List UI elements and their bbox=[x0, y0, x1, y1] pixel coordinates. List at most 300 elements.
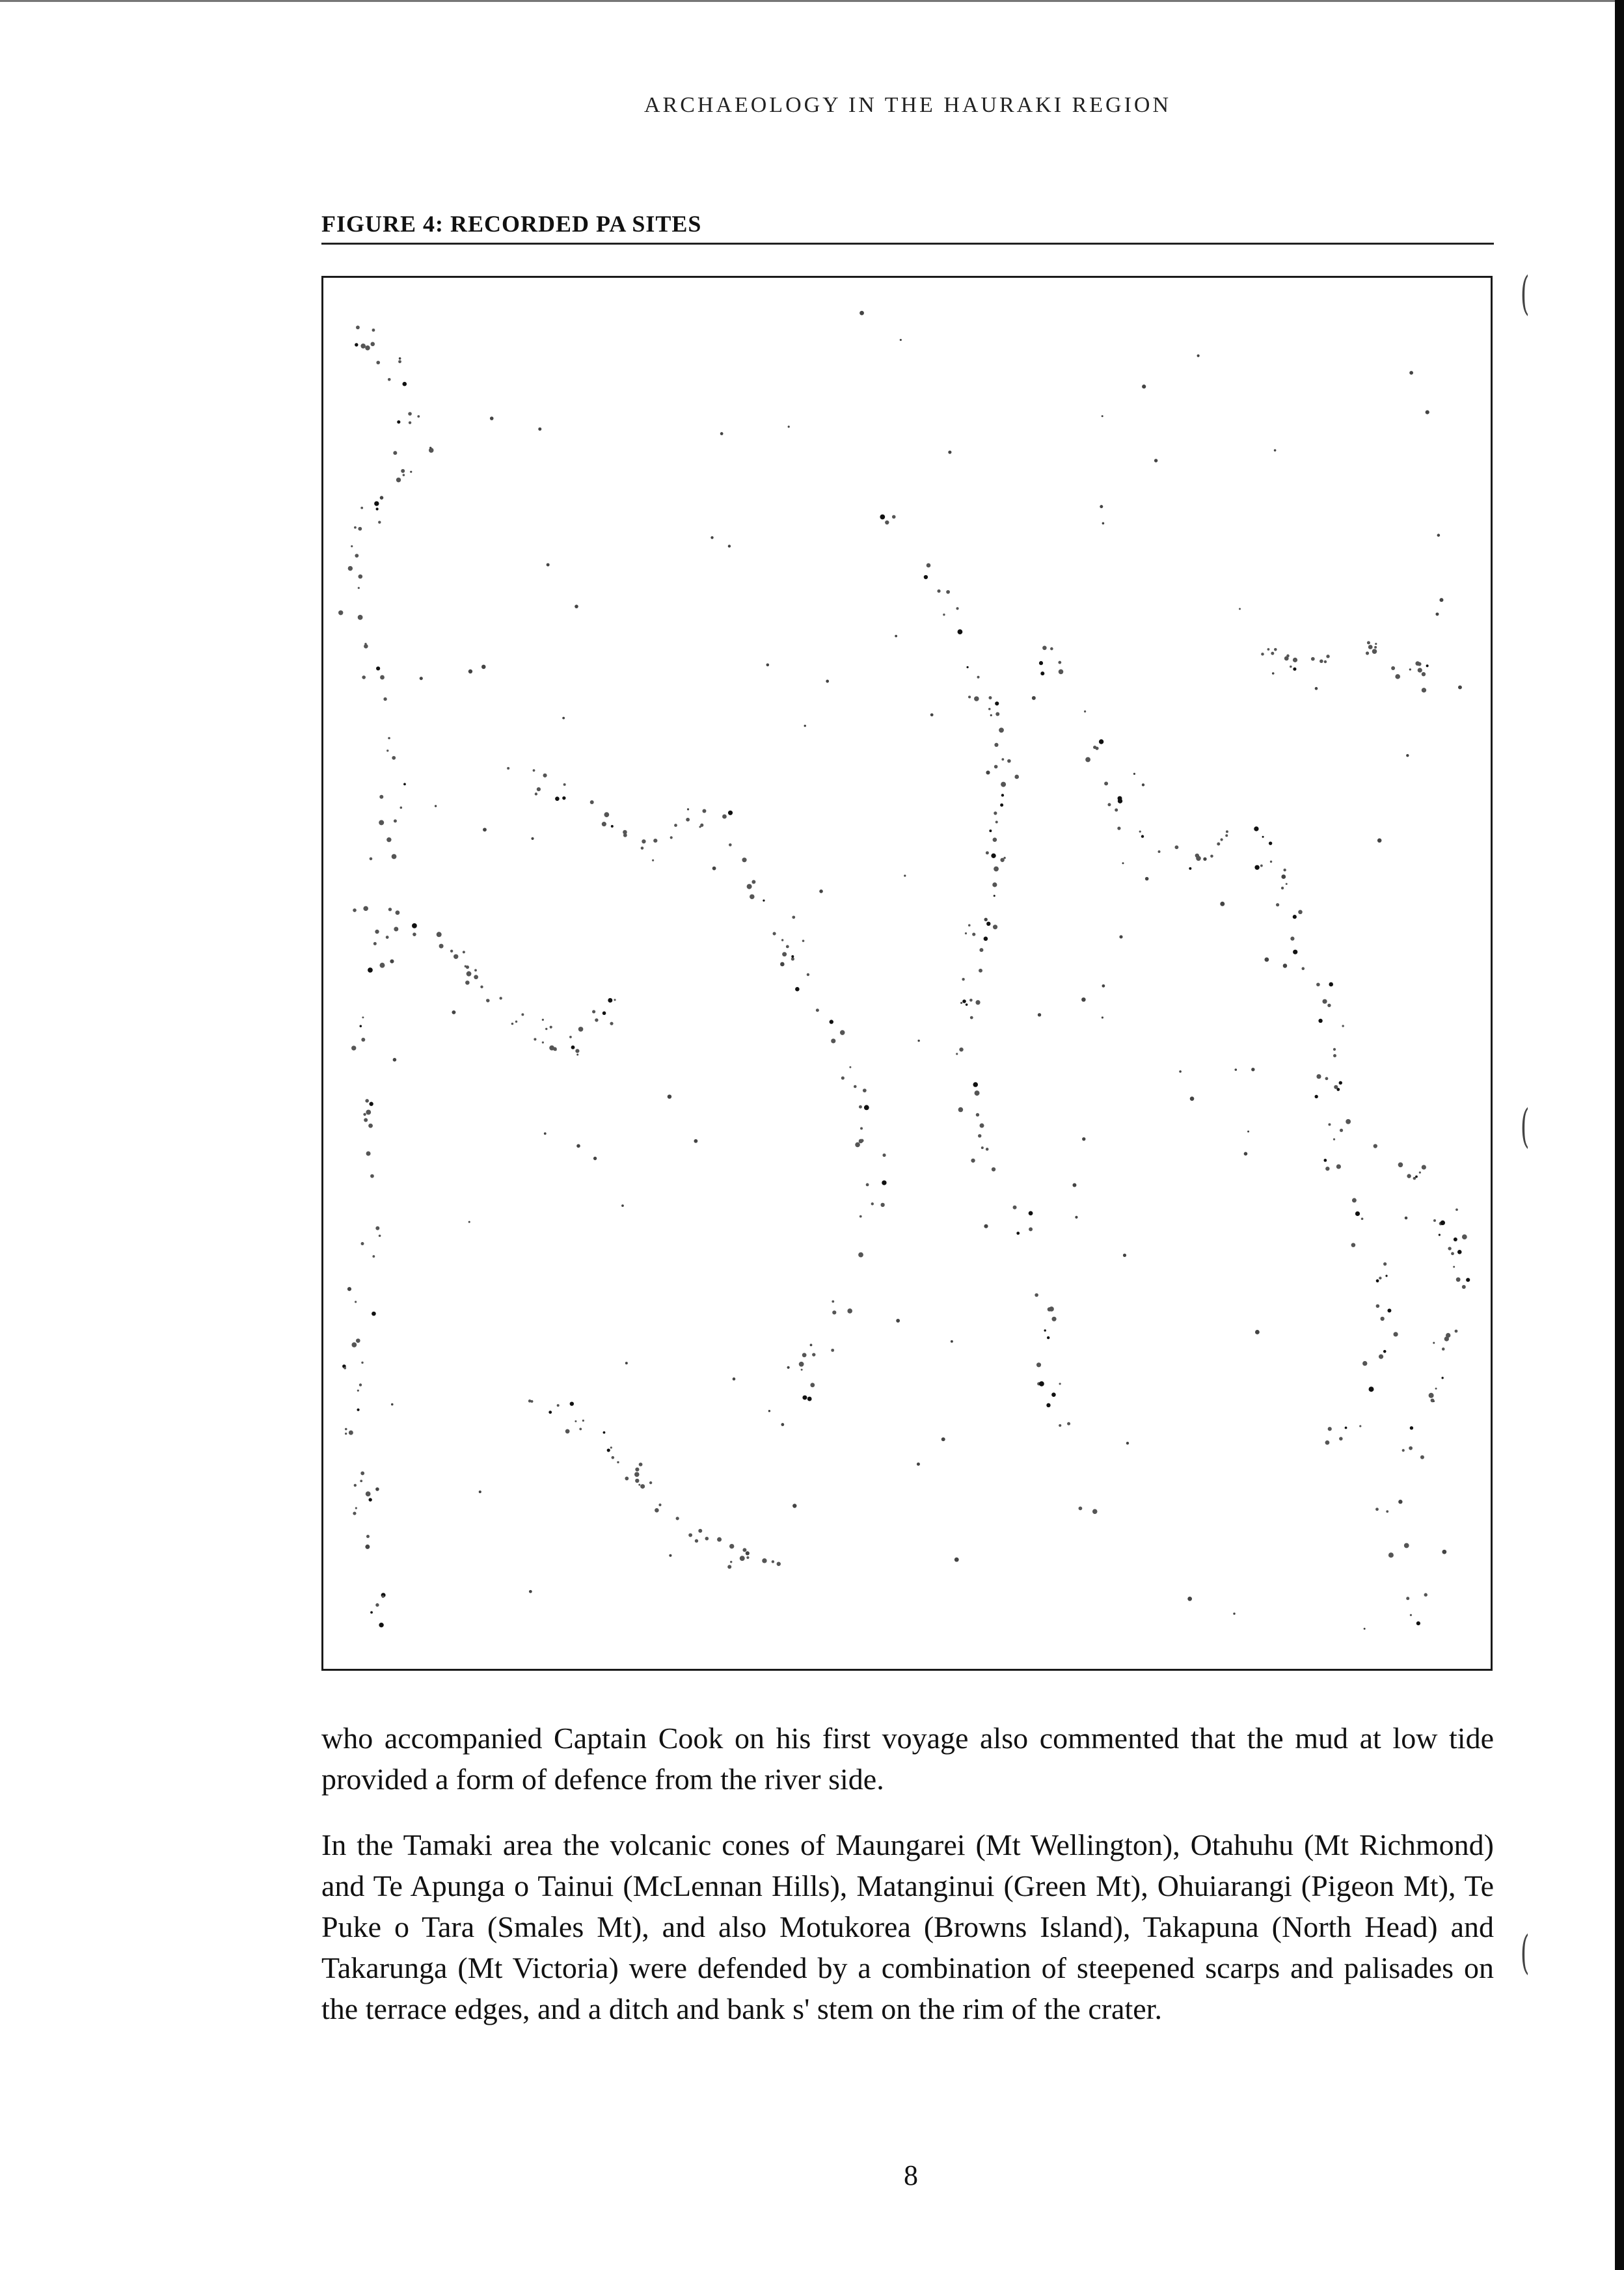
map-dot bbox=[375, 1487, 379, 1491]
map-dot bbox=[625, 1477, 629, 1481]
map-dot bbox=[863, 1088, 867, 1092]
map-dot bbox=[575, 1049, 579, 1053]
map-dot bbox=[896, 1319, 900, 1323]
map-dot bbox=[688, 1534, 692, 1537]
map-dot bbox=[1380, 1317, 1384, 1321]
map-dot bbox=[999, 727, 1004, 733]
map-dot bbox=[1419, 1172, 1421, 1174]
map-dot bbox=[1190, 1096, 1195, 1101]
map-dot bbox=[345, 1433, 347, 1435]
map-dot bbox=[355, 343, 358, 346]
map-dot bbox=[453, 954, 458, 959]
map-dot bbox=[366, 1152, 371, 1156]
map-dot bbox=[641, 846, 644, 850]
map-dot bbox=[358, 615, 363, 620]
map-dot bbox=[360, 344, 366, 349]
map-dot bbox=[1104, 781, 1108, 785]
map-dot bbox=[1387, 1308, 1391, 1312]
map-dot bbox=[1195, 854, 1199, 858]
map-dot bbox=[465, 980, 470, 985]
map-dot bbox=[388, 908, 392, 911]
map-dot bbox=[538, 427, 541, 431]
map-dot bbox=[429, 447, 431, 449]
map-dot bbox=[1407, 1174, 1411, 1178]
map-dot bbox=[1235, 1068, 1238, 1071]
map-dot bbox=[349, 1431, 353, 1435]
map-dot bbox=[904, 874, 906, 876]
map-dot bbox=[1334, 1085, 1338, 1089]
map-dot bbox=[984, 918, 988, 921]
map-dot bbox=[1367, 641, 1370, 644]
map-dot bbox=[1154, 459, 1157, 462]
map-dot bbox=[1413, 1177, 1416, 1180]
map-dot bbox=[802, 939, 805, 942]
map-dot bbox=[1254, 826, 1258, 831]
map-dot bbox=[1327, 1004, 1331, 1007]
map-dot bbox=[1375, 1507, 1379, 1511]
map-dot bbox=[365, 345, 370, 351]
map-dot bbox=[802, 1353, 807, 1357]
map-dot bbox=[642, 839, 645, 843]
map-dot bbox=[1311, 657, 1315, 661]
map-dot bbox=[562, 717, 565, 720]
scan-edge-shadow bbox=[1615, 0, 1624, 2270]
map-dot bbox=[521, 1013, 524, 1016]
map-dot bbox=[864, 1105, 869, 1110]
map-dot bbox=[365, 1099, 369, 1103]
margin-mark: ( bbox=[1520, 1926, 1530, 1979]
map-dot bbox=[1102, 415, 1103, 417]
map-dot bbox=[780, 962, 785, 967]
map-dot bbox=[1016, 1232, 1020, 1235]
map-dot bbox=[986, 922, 990, 926]
map-dot bbox=[397, 420, 400, 424]
map-dot bbox=[439, 944, 444, 949]
map-dot bbox=[880, 1203, 884, 1207]
map-dot bbox=[417, 415, 420, 418]
map-dot bbox=[537, 787, 541, 791]
map-dot bbox=[1386, 1510, 1388, 1513]
map-dot bbox=[530, 1400, 533, 1403]
map-dot bbox=[1424, 1593, 1428, 1597]
map-dot bbox=[1398, 1500, 1402, 1504]
map-dot bbox=[468, 1221, 470, 1223]
map-dot bbox=[777, 1562, 781, 1566]
map-dot bbox=[1379, 1277, 1381, 1279]
map-dot bbox=[772, 932, 776, 935]
map-dot bbox=[1333, 1048, 1336, 1051]
map-dot bbox=[614, 999, 616, 1001]
map-dot bbox=[766, 664, 770, 667]
map-dot bbox=[826, 680, 829, 683]
map-dot bbox=[1092, 1509, 1098, 1514]
map-dot bbox=[1042, 646, 1047, 651]
map-dot bbox=[727, 1565, 731, 1569]
map-dot bbox=[1355, 1211, 1360, 1216]
map-dot bbox=[347, 1287, 351, 1291]
map-dot bbox=[1271, 652, 1274, 655]
map-dot bbox=[1369, 1386, 1374, 1392]
map-dot bbox=[399, 357, 401, 360]
map-dot bbox=[653, 839, 657, 843]
pa-sites-dot-map bbox=[323, 278, 1491, 1669]
pa-sites-map bbox=[321, 276, 1493, 1671]
map-dot bbox=[499, 997, 502, 999]
map-dot bbox=[1081, 997, 1086, 1002]
map-dot bbox=[359, 574, 363, 579]
map-dot bbox=[450, 950, 453, 953]
map-dot bbox=[639, 1463, 643, 1466]
map-dot bbox=[742, 1548, 746, 1552]
map-dot bbox=[991, 854, 995, 858]
map-dot bbox=[412, 923, 417, 928]
map-dot bbox=[702, 809, 706, 813]
map-dot bbox=[1366, 651, 1369, 655]
map-dot bbox=[621, 1204, 624, 1207]
map-dot bbox=[351, 545, 353, 547]
map-dot bbox=[810, 1344, 813, 1346]
map-dot bbox=[1283, 869, 1286, 871]
map-dot bbox=[1336, 1164, 1341, 1169]
map-dot bbox=[786, 945, 789, 949]
map-dot bbox=[363, 1113, 366, 1116]
map-dot bbox=[1293, 915, 1297, 919]
map-dot bbox=[579, 1428, 582, 1431]
map-dot bbox=[792, 915, 795, 919]
map-dot bbox=[986, 770, 990, 774]
map-dot bbox=[361, 1038, 365, 1042]
map-dot bbox=[1115, 809, 1118, 812]
map-dot bbox=[607, 1448, 610, 1452]
map-dot bbox=[730, 1561, 732, 1563]
map-dot bbox=[355, 1507, 357, 1509]
map-dot bbox=[1457, 1250, 1462, 1254]
map-dot bbox=[976, 1113, 979, 1116]
map-dot bbox=[1102, 1016, 1103, 1018]
map-dot bbox=[917, 1040, 919, 1042]
map-dot bbox=[951, 1340, 953, 1343]
map-dot bbox=[611, 825, 614, 828]
map-dot bbox=[372, 1255, 375, 1258]
map-dot bbox=[930, 713, 934, 716]
map-dot bbox=[362, 1016, 364, 1018]
map-dot bbox=[534, 1038, 536, 1040]
map-dot bbox=[361, 1362, 363, 1364]
map-dot bbox=[392, 854, 397, 859]
map-dot bbox=[490, 416, 494, 420]
map-dot bbox=[988, 708, 991, 710]
map-dot bbox=[768, 1410, 770, 1412]
map-dot bbox=[729, 843, 732, 846]
map-dot bbox=[866, 1183, 869, 1186]
map-dot bbox=[1320, 659, 1323, 663]
map-dot bbox=[1189, 867, 1191, 870]
map-dot bbox=[962, 978, 964, 980]
map-dot bbox=[859, 1215, 862, 1218]
map-dot bbox=[747, 884, 752, 889]
map-dot bbox=[437, 932, 442, 937]
map-dot bbox=[393, 1058, 397, 1062]
map-dot bbox=[474, 969, 477, 971]
map-dot bbox=[995, 701, 999, 705]
map-dot bbox=[1158, 850, 1161, 853]
map-dot bbox=[841, 1076, 845, 1079]
map-dot bbox=[1001, 758, 1004, 761]
map-dot bbox=[1276, 903, 1279, 906]
map-dot bbox=[375, 1226, 379, 1230]
map-dot bbox=[603, 1431, 606, 1434]
map-dot bbox=[364, 643, 366, 645]
map-dot bbox=[1318, 1019, 1322, 1023]
map-dot bbox=[1220, 838, 1223, 841]
map-dot bbox=[575, 604, 578, 608]
map-dot bbox=[830, 1020, 833, 1023]
map-dot bbox=[1301, 967, 1305, 970]
map-dot bbox=[386, 936, 389, 939]
map-dot bbox=[413, 932, 416, 936]
map-dot bbox=[1368, 645, 1373, 649]
map-dot bbox=[787, 1366, 790, 1369]
map-dot bbox=[975, 1090, 980, 1096]
map-dot bbox=[927, 563, 931, 568]
map-dot bbox=[1315, 1095, 1318, 1098]
map-dot bbox=[832, 1310, 836, 1314]
map-dot bbox=[1262, 836, 1264, 838]
map-dot bbox=[1383, 1262, 1387, 1265]
map-dot bbox=[403, 783, 406, 785]
map-dot bbox=[994, 811, 997, 815]
map-dot bbox=[1316, 982, 1320, 986]
map-dot bbox=[1293, 950, 1297, 954]
map-dot bbox=[353, 908, 357, 912]
map-dot bbox=[354, 1484, 357, 1487]
map-dot bbox=[1039, 661, 1043, 665]
map-dot bbox=[977, 676, 980, 679]
map-dot bbox=[1359, 1425, 1361, 1427]
map-dot bbox=[658, 1504, 661, 1506]
map-dot bbox=[602, 822, 606, 826]
map-dot bbox=[382, 1595, 385, 1598]
map-dot bbox=[373, 942, 377, 945]
map-dot bbox=[429, 448, 434, 453]
map-dot bbox=[410, 471, 412, 473]
map-dot bbox=[354, 526, 357, 529]
map-dot bbox=[816, 1008, 819, 1012]
map-dot bbox=[463, 951, 465, 953]
map-dot bbox=[617, 1461, 619, 1463]
map-dot bbox=[1362, 1361, 1367, 1366]
map-dot bbox=[1290, 666, 1292, 668]
map-dot bbox=[772, 1560, 774, 1563]
map-dot bbox=[358, 527, 362, 531]
map-dot bbox=[1435, 612, 1439, 615]
map-dot bbox=[1142, 385, 1146, 388]
map-dot bbox=[986, 1148, 989, 1151]
map-dot bbox=[686, 818, 690, 822]
map-dot bbox=[1225, 834, 1228, 837]
map-dot bbox=[361, 1242, 364, 1245]
map-dot bbox=[1000, 858, 1004, 862]
map-dot bbox=[1119, 935, 1122, 938]
map-dot bbox=[396, 478, 401, 482]
map-dot bbox=[729, 1544, 734, 1548]
map-dot bbox=[652, 859, 654, 861]
map-dot bbox=[1418, 668, 1422, 673]
map-dot bbox=[1281, 887, 1284, 889]
map-dot bbox=[376, 360, 380, 364]
map-dot bbox=[554, 1048, 557, 1051]
map-dot bbox=[1342, 1025, 1344, 1027]
map-dot bbox=[403, 474, 405, 476]
map-dot bbox=[1107, 803, 1111, 806]
map-dot bbox=[357, 1390, 359, 1392]
map-dot bbox=[1404, 1543, 1409, 1548]
map-dot bbox=[1333, 1138, 1335, 1140]
map-dot bbox=[402, 382, 407, 386]
map-dot bbox=[1372, 649, 1377, 654]
map-dot bbox=[634, 1472, 640, 1477]
map-dot bbox=[360, 1472, 364, 1476]
map-dot bbox=[1035, 1293, 1038, 1297]
map-dot bbox=[563, 783, 566, 786]
map-dot bbox=[1000, 804, 1003, 807]
map-dot bbox=[610, 1022, 613, 1025]
map-dot bbox=[676, 1517, 679, 1520]
map-dot bbox=[435, 805, 437, 807]
map-dot bbox=[1029, 1211, 1033, 1215]
map-dot bbox=[1433, 1219, 1436, 1222]
body-text bbox=[321, 1718, 1494, 2054]
map-dot bbox=[547, 563, 550, 567]
map-dot bbox=[1426, 411, 1429, 414]
map-dot bbox=[420, 677, 423, 680]
margin-mark: ( bbox=[1520, 267, 1530, 320]
map-dot bbox=[992, 1168, 994, 1170]
map-dot bbox=[1059, 669, 1064, 675]
map-dot bbox=[379, 795, 383, 799]
map-dot bbox=[1325, 1440, 1330, 1445]
map-dot bbox=[1102, 984, 1105, 988]
map-dot bbox=[368, 1498, 372, 1501]
map-dot bbox=[1422, 688, 1426, 692]
map-dot bbox=[956, 1053, 958, 1055]
map-dot bbox=[1290, 937, 1294, 941]
map-dot bbox=[507, 767, 509, 770]
map-dot bbox=[1142, 783, 1144, 786]
map-dot bbox=[995, 821, 998, 824]
map-dot bbox=[1286, 655, 1290, 658]
map-dot bbox=[1102, 522, 1105, 525]
map-dot bbox=[1139, 831, 1141, 833]
map-dot bbox=[360, 1480, 362, 1482]
map-dot bbox=[959, 1047, 963, 1051]
map-dot bbox=[366, 1535, 370, 1538]
map-dot bbox=[807, 1397, 812, 1401]
map-dot bbox=[746, 1556, 749, 1559]
map-dot bbox=[452, 1010, 455, 1014]
map-dot bbox=[1398, 1162, 1403, 1167]
map-dot bbox=[1385, 1275, 1387, 1277]
map-dot bbox=[674, 824, 677, 827]
map-dot bbox=[1059, 1424, 1061, 1427]
map-dot bbox=[400, 807, 403, 809]
map-dot bbox=[965, 932, 967, 934]
map-dot bbox=[1455, 1330, 1458, 1333]
map-dot bbox=[467, 971, 472, 977]
map-dot bbox=[1126, 1442, 1129, 1444]
map-dot bbox=[988, 696, 992, 699]
map-dot bbox=[366, 1491, 371, 1496]
map-dot bbox=[388, 378, 391, 381]
map-dot bbox=[635, 1479, 639, 1483]
map-dot bbox=[782, 952, 787, 956]
map-dot bbox=[649, 1481, 652, 1484]
map-dot bbox=[1072, 1183, 1076, 1187]
map-dot bbox=[859, 1139, 863, 1144]
map-dot bbox=[1040, 671, 1044, 675]
map-dot bbox=[380, 496, 384, 500]
map-dot bbox=[595, 1018, 598, 1021]
map-dot bbox=[717, 1537, 722, 1542]
map-dot bbox=[372, 329, 375, 332]
map-dot bbox=[1099, 739, 1103, 744]
map-dot bbox=[1255, 1330, 1260, 1334]
map-dot bbox=[376, 666, 380, 670]
map-dot bbox=[1239, 608, 1241, 610]
map-dot bbox=[810, 1383, 815, 1387]
map-dot bbox=[374, 501, 379, 506]
map-dot bbox=[962, 999, 966, 1003]
map-dot bbox=[390, 959, 394, 963]
map-dot bbox=[694, 1139, 697, 1143]
map-dot bbox=[383, 697, 386, 701]
map-dot bbox=[370, 342, 375, 347]
map-dot bbox=[1145, 877, 1149, 881]
map-dot bbox=[750, 894, 755, 899]
map-dot bbox=[375, 1603, 379, 1606]
map-dot bbox=[360, 507, 363, 509]
map-dot bbox=[1058, 661, 1061, 664]
map-dot bbox=[623, 833, 627, 837]
figure-caption: FIGURE 4: RECORDED PA SITES bbox=[321, 211, 702, 237]
map-dot bbox=[733, 1377, 736, 1381]
map-dot bbox=[1050, 647, 1053, 651]
map-dot bbox=[535, 792, 537, 795]
map-dot bbox=[1325, 1167, 1329, 1170]
map-dot bbox=[1048, 1307, 1051, 1311]
map-dot bbox=[1269, 841, 1272, 844]
map-dot bbox=[966, 666, 968, 668]
map-dot bbox=[1315, 687, 1318, 690]
map-dot bbox=[1179, 1070, 1182, 1073]
map-dot bbox=[1029, 1227, 1033, 1231]
map-dot bbox=[880, 515, 885, 520]
map-dot bbox=[1197, 355, 1200, 357]
map-dot bbox=[370, 1611, 373, 1614]
map-dot bbox=[979, 948, 983, 952]
figure-caption-rule bbox=[321, 243, 1494, 245]
map-dot bbox=[1429, 1393, 1434, 1398]
map-dot bbox=[937, 589, 940, 593]
map-dot bbox=[368, 1124, 373, 1128]
map-dot bbox=[1100, 505, 1103, 508]
map-dot bbox=[1351, 1243, 1356, 1247]
map-dot bbox=[973, 1082, 978, 1087]
map-dot bbox=[1346, 1119, 1351, 1124]
map-dot bbox=[1233, 1613, 1235, 1615]
map-dot bbox=[740, 1556, 745, 1561]
map-dot bbox=[1217, 843, 1220, 846]
